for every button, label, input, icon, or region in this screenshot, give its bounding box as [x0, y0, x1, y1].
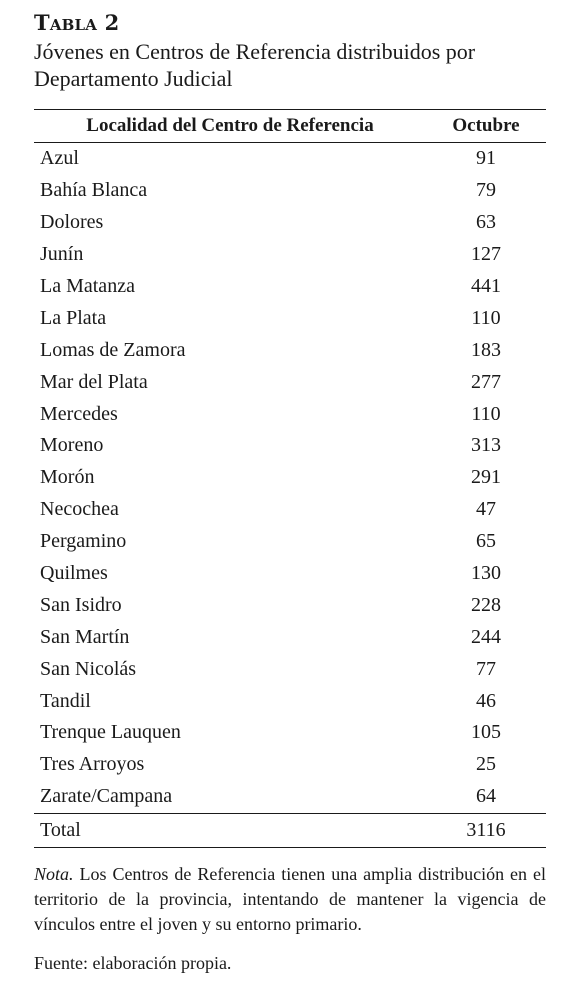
locality-cell: Azul [40, 147, 79, 170]
total-value: 3116 [426, 813, 546, 847]
value-cell: 46 [476, 689, 496, 712]
value-cell: 63 [476, 211, 496, 234]
table-row [34, 302, 546, 334]
table-row [34, 207, 546, 239]
locality-cell: Mercedes [40, 402, 118, 425]
locality-cell: Lomas de Zamora [40, 338, 186, 361]
locality-cell: Tandil [40, 689, 91, 712]
table-note [34, 862, 546, 937]
table-row [34, 271, 546, 303]
table-row [34, 143, 546, 175]
value-cell: 127 [471, 243, 501, 266]
value-cell: 110 [471, 306, 501, 329]
total-label: Total [34, 813, 426, 847]
locality-cell: Dolores [40, 211, 104, 234]
table-source: Fuente: elaboración propia. [34, 952, 232, 973]
locality-cell: Mar del Plata [40, 370, 148, 393]
table-row [34, 430, 546, 462]
note-label: Nota. [34, 863, 74, 884]
value-cell: 277 [471, 370, 501, 393]
locality-cell: La Matanza [40, 275, 135, 297]
locality-cell: Moreno [40, 434, 104, 457]
table-row [34, 462, 546, 494]
locality-cell: Quilmes [40, 562, 108, 585]
value-cell: 91 [476, 147, 496, 170]
value-cell: 313 [471, 434, 501, 457]
table-row [34, 717, 546, 749]
data-table [34, 109, 546, 848]
table-row [34, 685, 546, 717]
locality-cell: Pergamino [40, 530, 127, 553]
value-cell: 79 [476, 179, 496, 202]
value-cell: 244 [471, 625, 501, 648]
table-row [34, 334, 546, 366]
value-cell: 291 [471, 466, 501, 489]
table-row [34, 781, 546, 813]
value-cell: 77 [476, 657, 496, 680]
table-row [34, 653, 546, 685]
table-label-text: Tabla 2 [34, 10, 120, 35]
locality-cell: Bahía Blanca [40, 179, 148, 202]
locality-cell: Tres Arroyos [40, 753, 145, 776]
table-total-row [34, 813, 546, 847]
locality-cell: Trenque Lauquen [40, 721, 181, 744]
table-row [34, 239, 546, 271]
table-row [34, 558, 546, 590]
locality-cell: Morón [40, 466, 95, 489]
value-cell: 64 [476, 785, 496, 808]
locality-cell: San Isidro [40, 593, 122, 616]
table-label [34, 10, 546, 36]
value-cell: 130 [471, 562, 501, 585]
value-cell: 183 [471, 338, 501, 361]
note-text: Los Centros de Referencia tienen una amplia distribución en el territorio de la provincia, intentando de mantener la vigencia de vínculos entre el joven y su entorno primario. [34, 863, 546, 934]
value-cell: 65 [476, 530, 496, 553]
value-cell: 110 [471, 402, 501, 425]
value-cell: 228 [471, 593, 501, 616]
column-header-october: Octubre [426, 110, 546, 143]
value-cell: 25 [476, 753, 496, 776]
table-row [34, 526, 546, 558]
table-row [34, 494, 546, 526]
table-row [34, 175, 546, 207]
value-cell: 47 [476, 498, 496, 521]
table-row [34, 621, 546, 653]
locality-cell: Necochea [40, 498, 119, 521]
table-header-row [34, 110, 546, 143]
locality-cell: Junín [40, 243, 84, 266]
table-row [34, 749, 546, 781]
value-cell: 441 [471, 275, 501, 297]
table-body [34, 143, 546, 814]
table-caption: Jóvenes en Centros de Referencia distribuidos por Departamento Judicial [34, 39, 476, 91]
locality-cell: San Nicolás [40, 657, 137, 680]
value-cell: 105 [471, 721, 501, 744]
locality-cell: Zarate/Campana [40, 785, 173, 808]
table-row [34, 398, 546, 430]
locality-cell: La Plata [40, 306, 107, 329]
table-row [34, 366, 546, 398]
locality-cell: San Martín [40, 625, 130, 648]
table-row [34, 589, 546, 621]
column-header-locality: Localidad del Centro de Referencia [34, 110, 426, 143]
